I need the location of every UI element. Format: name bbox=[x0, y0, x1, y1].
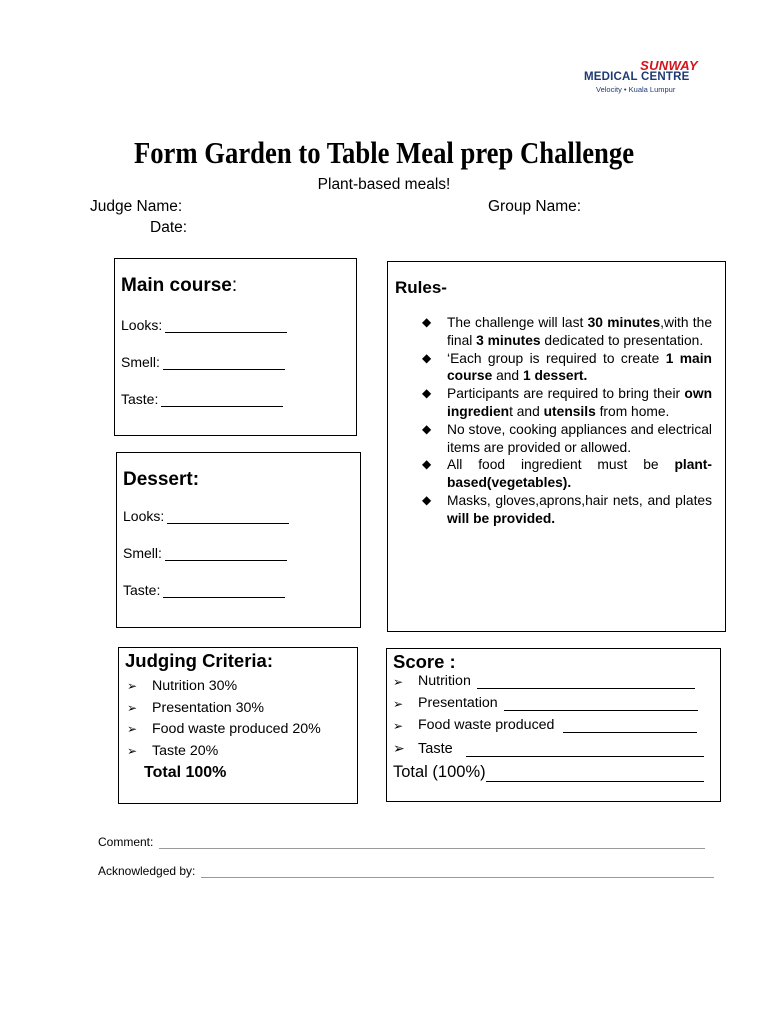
logo-tagline: Velocity • Kuala Lumpur bbox=[596, 85, 676, 94]
rule-text: utensils bbox=[543, 403, 596, 419]
score-presentation: ➢ Presentation bbox=[393, 695, 698, 711]
rule-text: own ingredien bbox=[447, 386, 712, 419]
criteria-list bbox=[127, 676, 321, 762]
logo-name: MEDICAL CENTRE bbox=[584, 71, 690, 83]
rule-item bbox=[414, 314, 712, 350]
rule-text: The challenge will last bbox=[447, 315, 588, 330]
main-course-heading: Main course: bbox=[121, 275, 238, 296]
dessert-smell: Smell: bbox=[123, 545, 287, 561]
form-subtitle: Plant-based meals! bbox=[317, 176, 451, 193]
date-label: Date: bbox=[150, 219, 188, 236]
rule-text: No stove, cooking appliances and electrical items are provided or allowed. bbox=[447, 421, 712, 455]
dessert-looks-line[interactable] bbox=[167, 509, 289, 524]
score-total-line[interactable] bbox=[486, 767, 704, 782]
score-taste-line[interactable] bbox=[466, 742, 704, 757]
dessert-smell-line[interactable] bbox=[165, 546, 287, 561]
score-food-waste: ➢ Food waste produced bbox=[393, 717, 697, 733]
list-item: ➢ Taste 20% bbox=[127, 741, 321, 763]
rule-text: will be provided. bbox=[447, 510, 556, 526]
rule-text: and bbox=[492, 368, 523, 384]
criteria-total: Total 100% bbox=[144, 764, 227, 781]
rule-text: ,with the final bbox=[447, 315, 712, 348]
main-course-box bbox=[114, 258, 357, 436]
comment-label: Comment: bbox=[98, 835, 154, 849]
comment-row bbox=[98, 835, 705, 849]
diamond-bullet-icon: ◆ bbox=[422, 315, 432, 329]
rule-text: Participants are required to bring their bbox=[447, 386, 685, 402]
score-box bbox=[386, 648, 721, 802]
rule-text: 1 main course bbox=[447, 350, 712, 384]
judging-criteria-box bbox=[118, 647, 358, 804]
sunway-logo bbox=[584, 58, 724, 98]
dessert-looks: Looks: bbox=[123, 508, 289, 524]
dessert-heading: Dessert: bbox=[123, 469, 200, 490]
form-title: Form Garden to Table Meal prep Challenge bbox=[133, 135, 635, 170]
rule-item bbox=[414, 350, 712, 386]
main-course-taste: Taste: bbox=[121, 391, 283, 407]
group-name-label: Group Name: bbox=[488, 198, 582, 215]
main-course-looks: Looks: bbox=[121, 317, 287, 333]
list-item: ➢ Food waste produced 20% bbox=[127, 719, 321, 741]
main-course-taste-line[interactable] bbox=[161, 392, 283, 407]
dessert-taste: Taste: bbox=[123, 582, 285, 598]
rule-item bbox=[414, 385, 712, 421]
acknowledged-label: Acknowledged by: bbox=[98, 864, 196, 878]
list-item: ➢ Presentation 30% bbox=[127, 698, 321, 720]
score-total: Total (100%) bbox=[393, 763, 704, 782]
diamond-bullet-icon: ◆ bbox=[422, 386, 432, 401]
logo-brand: SUNWAY bbox=[640, 58, 698, 73]
arrow-bullet-icon: ➢ bbox=[127, 679, 138, 693]
rule-item bbox=[414, 421, 712, 457]
diamond-bullet-icon: ◆ bbox=[422, 492, 432, 507]
rule-item bbox=[414, 456, 712, 492]
rules-box bbox=[387, 261, 726, 632]
rule-text: dedicated to presentation. bbox=[540, 332, 704, 348]
judging-criteria-heading: Judging Criteria: bbox=[125, 650, 274, 671]
arrow-bullet-icon: ➢ bbox=[127, 700, 138, 715]
dessert-box bbox=[116, 452, 361, 628]
comment-line[interactable] bbox=[159, 836, 705, 849]
main-course-smell-line[interactable] bbox=[163, 355, 285, 370]
score-heading: Score : bbox=[393, 651, 456, 672]
judge-name-label: Judge Name: bbox=[90, 198, 183, 215]
arrow-bullet-icon: ➢ bbox=[393, 740, 405, 756]
rule-text: from home. bbox=[595, 403, 670, 419]
list-item: ➢ Nutrition 30% bbox=[127, 676, 321, 698]
rule-text: 30 minutes bbox=[587, 315, 661, 330]
rules-list bbox=[414, 314, 712, 528]
rule-text: 3 minutes bbox=[476, 332, 541, 348]
rule-text: plant-based(vegetables). bbox=[447, 457, 712, 491]
rule-text: All food ingredient must be bbox=[447, 457, 675, 473]
rules-heading: Rules- bbox=[395, 278, 447, 297]
arrow-bullet-icon: ➢ bbox=[127, 722, 138, 737]
dessert-taste-line[interactable] bbox=[163, 583, 285, 598]
score-presentation-line[interactable] bbox=[504, 696, 698, 711]
score-nutrition-line[interactable] bbox=[477, 674, 695, 689]
score-taste: ➢ Taste bbox=[393, 740, 704, 757]
rule-item bbox=[414, 492, 712, 528]
arrow-bullet-icon: ➢ bbox=[127, 743, 138, 758]
rule-text: Masks, gloves,aprons,hair nets, and plates bbox=[447, 492, 712, 508]
arrow-bullet-icon: ➢ bbox=[393, 675, 404, 689]
diamond-bullet-icon: ◆ bbox=[422, 350, 432, 365]
score-food-waste-line[interactable] bbox=[563, 718, 697, 733]
rule-text: 1 dessert. bbox=[522, 368, 588, 384]
rule-text: ‘Each group is required to create bbox=[447, 350, 666, 366]
diamond-bullet-icon: ◆ bbox=[422, 457, 432, 472]
main-course-smell: Smell: bbox=[121, 354, 285, 370]
acknowledged-row bbox=[98, 864, 714, 878]
arrow-bullet-icon: ➢ bbox=[393, 719, 404, 733]
arrow-bullet-icon: ➢ bbox=[393, 697, 404, 711]
diamond-bullet-icon: ◆ bbox=[422, 421, 432, 436]
acknowledged-line[interactable] bbox=[201, 865, 714, 878]
main-course-looks-line[interactable] bbox=[165, 318, 287, 333]
rule-text: t and bbox=[509, 403, 544, 419]
score-nutrition: ➢ Nutrition bbox=[393, 673, 695, 689]
